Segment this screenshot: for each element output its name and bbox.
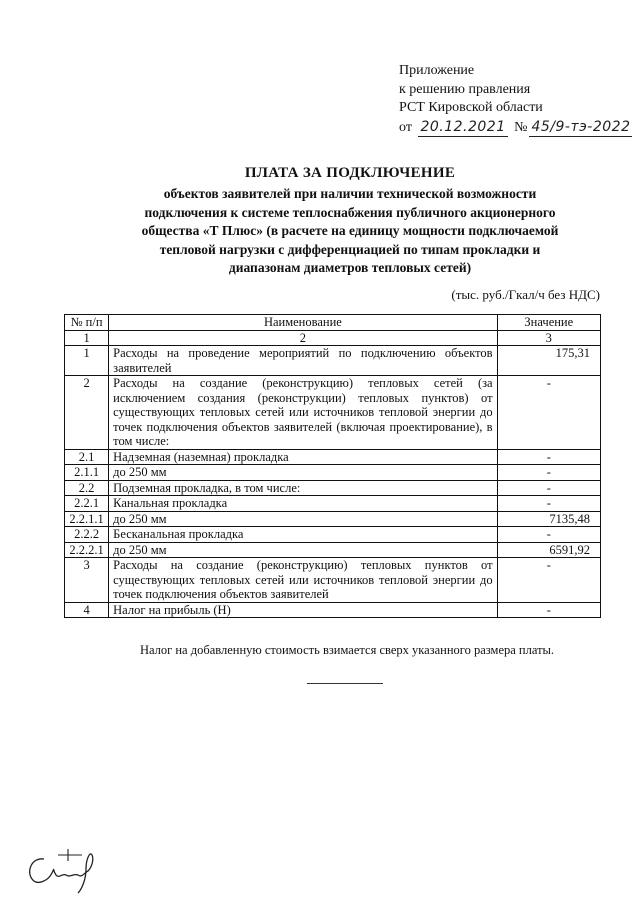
annex-line-3: РСТ Кировской области <box>399 100 543 115</box>
title-sub-5: диапазонам диаметров тепловых сетей) <box>228 260 472 275</box>
title-main: ПЛАТА ЗА ПОДКЛЮЧЕНИЕ <box>244 165 456 181</box>
row-value: 6591,92 <box>497 542 600 558</box>
row-value: - <box>497 527 600 543</box>
row-name: Надземная (наземная) прокладка <box>109 449 497 465</box>
colnum-1: 1 <box>65 330 109 346</box>
row-value: - <box>497 449 600 465</box>
colnum-3: 3 <box>497 330 600 346</box>
document-title <box>100 165 600 278</box>
row-num: 2 <box>65 376 109 450</box>
annex-block <box>399 62 632 137</box>
row-name: Расходы на создание (реконструкцию) тепловых пунктов от существующих тепловых сетей или источников тепловой энергии до точек подключения объектов заявителей <box>109 558 497 603</box>
row-value: - <box>497 602 600 618</box>
row-num: 2.2.1.1 <box>65 511 109 527</box>
table-row <box>65 480 601 496</box>
title-sub-3: общества «Т Плюс» (в расчете на единицу мощности подключаемой <box>141 223 559 238</box>
row-num: 1 <box>65 346 109 376</box>
table-row <box>65 511 601 527</box>
row-num: 2.2 <box>65 480 109 496</box>
row-value: 7135,48 <box>497 511 600 527</box>
row-value: - <box>497 465 600 481</box>
table-row <box>65 465 601 481</box>
row-name: Подземная прокладка, в том числе: <box>109 480 497 496</box>
annex-line-2: к решению правления <box>399 81 531 97</box>
colnum-2: 2 <box>109 330 497 346</box>
header-name: Наименование <box>109 315 497 331</box>
row-name: до 250 мм <box>109 511 497 527</box>
row-name: до 250 мм <box>109 465 497 481</box>
handwritten-number: 45/9-тэ-2022 <box>529 118 632 138</box>
table-row <box>65 527 601 543</box>
fee-table <box>64 314 601 618</box>
row-value: - <box>497 480 600 496</box>
row-name: Бесканальная прокладка <box>109 527 497 543</box>
row-value: - <box>497 558 600 603</box>
vat-footnote: Налог на добавленную стоимость взимается сверх указанного размера платы. <box>139 643 555 657</box>
separator-line <box>307 683 383 684</box>
number-prefix: № <box>514 119 528 135</box>
title-sub-1: объектов заявителей при наличии технической возможности <box>163 186 537 201</box>
signature <box>22 845 112 900</box>
row-name: Канальная прокладка <box>109 496 497 512</box>
row-name: Налог на прибыль (Н) <box>109 602 497 618</box>
handwritten-date: 20.12.2021 <box>418 118 507 138</box>
table-row <box>65 376 601 450</box>
header-num: № п/п <box>65 315 109 331</box>
row-num: 3 <box>65 558 109 603</box>
table-row <box>65 346 601 376</box>
table-row <box>65 558 601 603</box>
row-num: 2.1 <box>65 449 109 465</box>
row-num: 2.2.2.1 <box>65 542 109 558</box>
table-row <box>65 542 601 558</box>
row-num: 2.1.1 <box>65 465 109 481</box>
row-name: Расходы на создание (реконструкцию) тепловых сетей (за исключением создания (реконструкции) тепловых пунктов) от существующих тепловых сетей или источников тепловой энергии до точек подключения объектов заявителей (включая проектирование), в том числе: <box>109 376 497 450</box>
row-name: до 250 мм <box>109 542 497 558</box>
row-value: - <box>497 376 600 450</box>
title-sub-2: подключения к системе теплоснабжения публичного акционерного <box>144 204 556 220</box>
title-sub-4: тепловой нагрузки с дифференциацией по типам прокладки и <box>159 241 541 257</box>
table-colnum-row <box>65 330 601 346</box>
row-num: 2.2.1 <box>65 496 109 512</box>
table-row <box>65 496 601 512</box>
annex-line-1: Приложение <box>399 63 475 78</box>
row-num: 2.2.2 <box>65 527 109 543</box>
row-name: Расходы на проведение мероприятий по подключению объектов заявителей <box>109 346 497 376</box>
row-value: 175,31 <box>497 346 600 376</box>
annex-date-line <box>399 118 632 138</box>
date-prefix: от <box>399 119 412 135</box>
units-note: (тыс. руб./Гкал/ч без НДС) <box>451 287 600 302</box>
row-value: - <box>497 496 600 512</box>
table-row <box>65 449 601 465</box>
row-num: 4 <box>65 602 109 618</box>
table-row <box>65 602 601 618</box>
table-header-row <box>65 315 601 331</box>
header-value: Значение <box>497 315 600 331</box>
